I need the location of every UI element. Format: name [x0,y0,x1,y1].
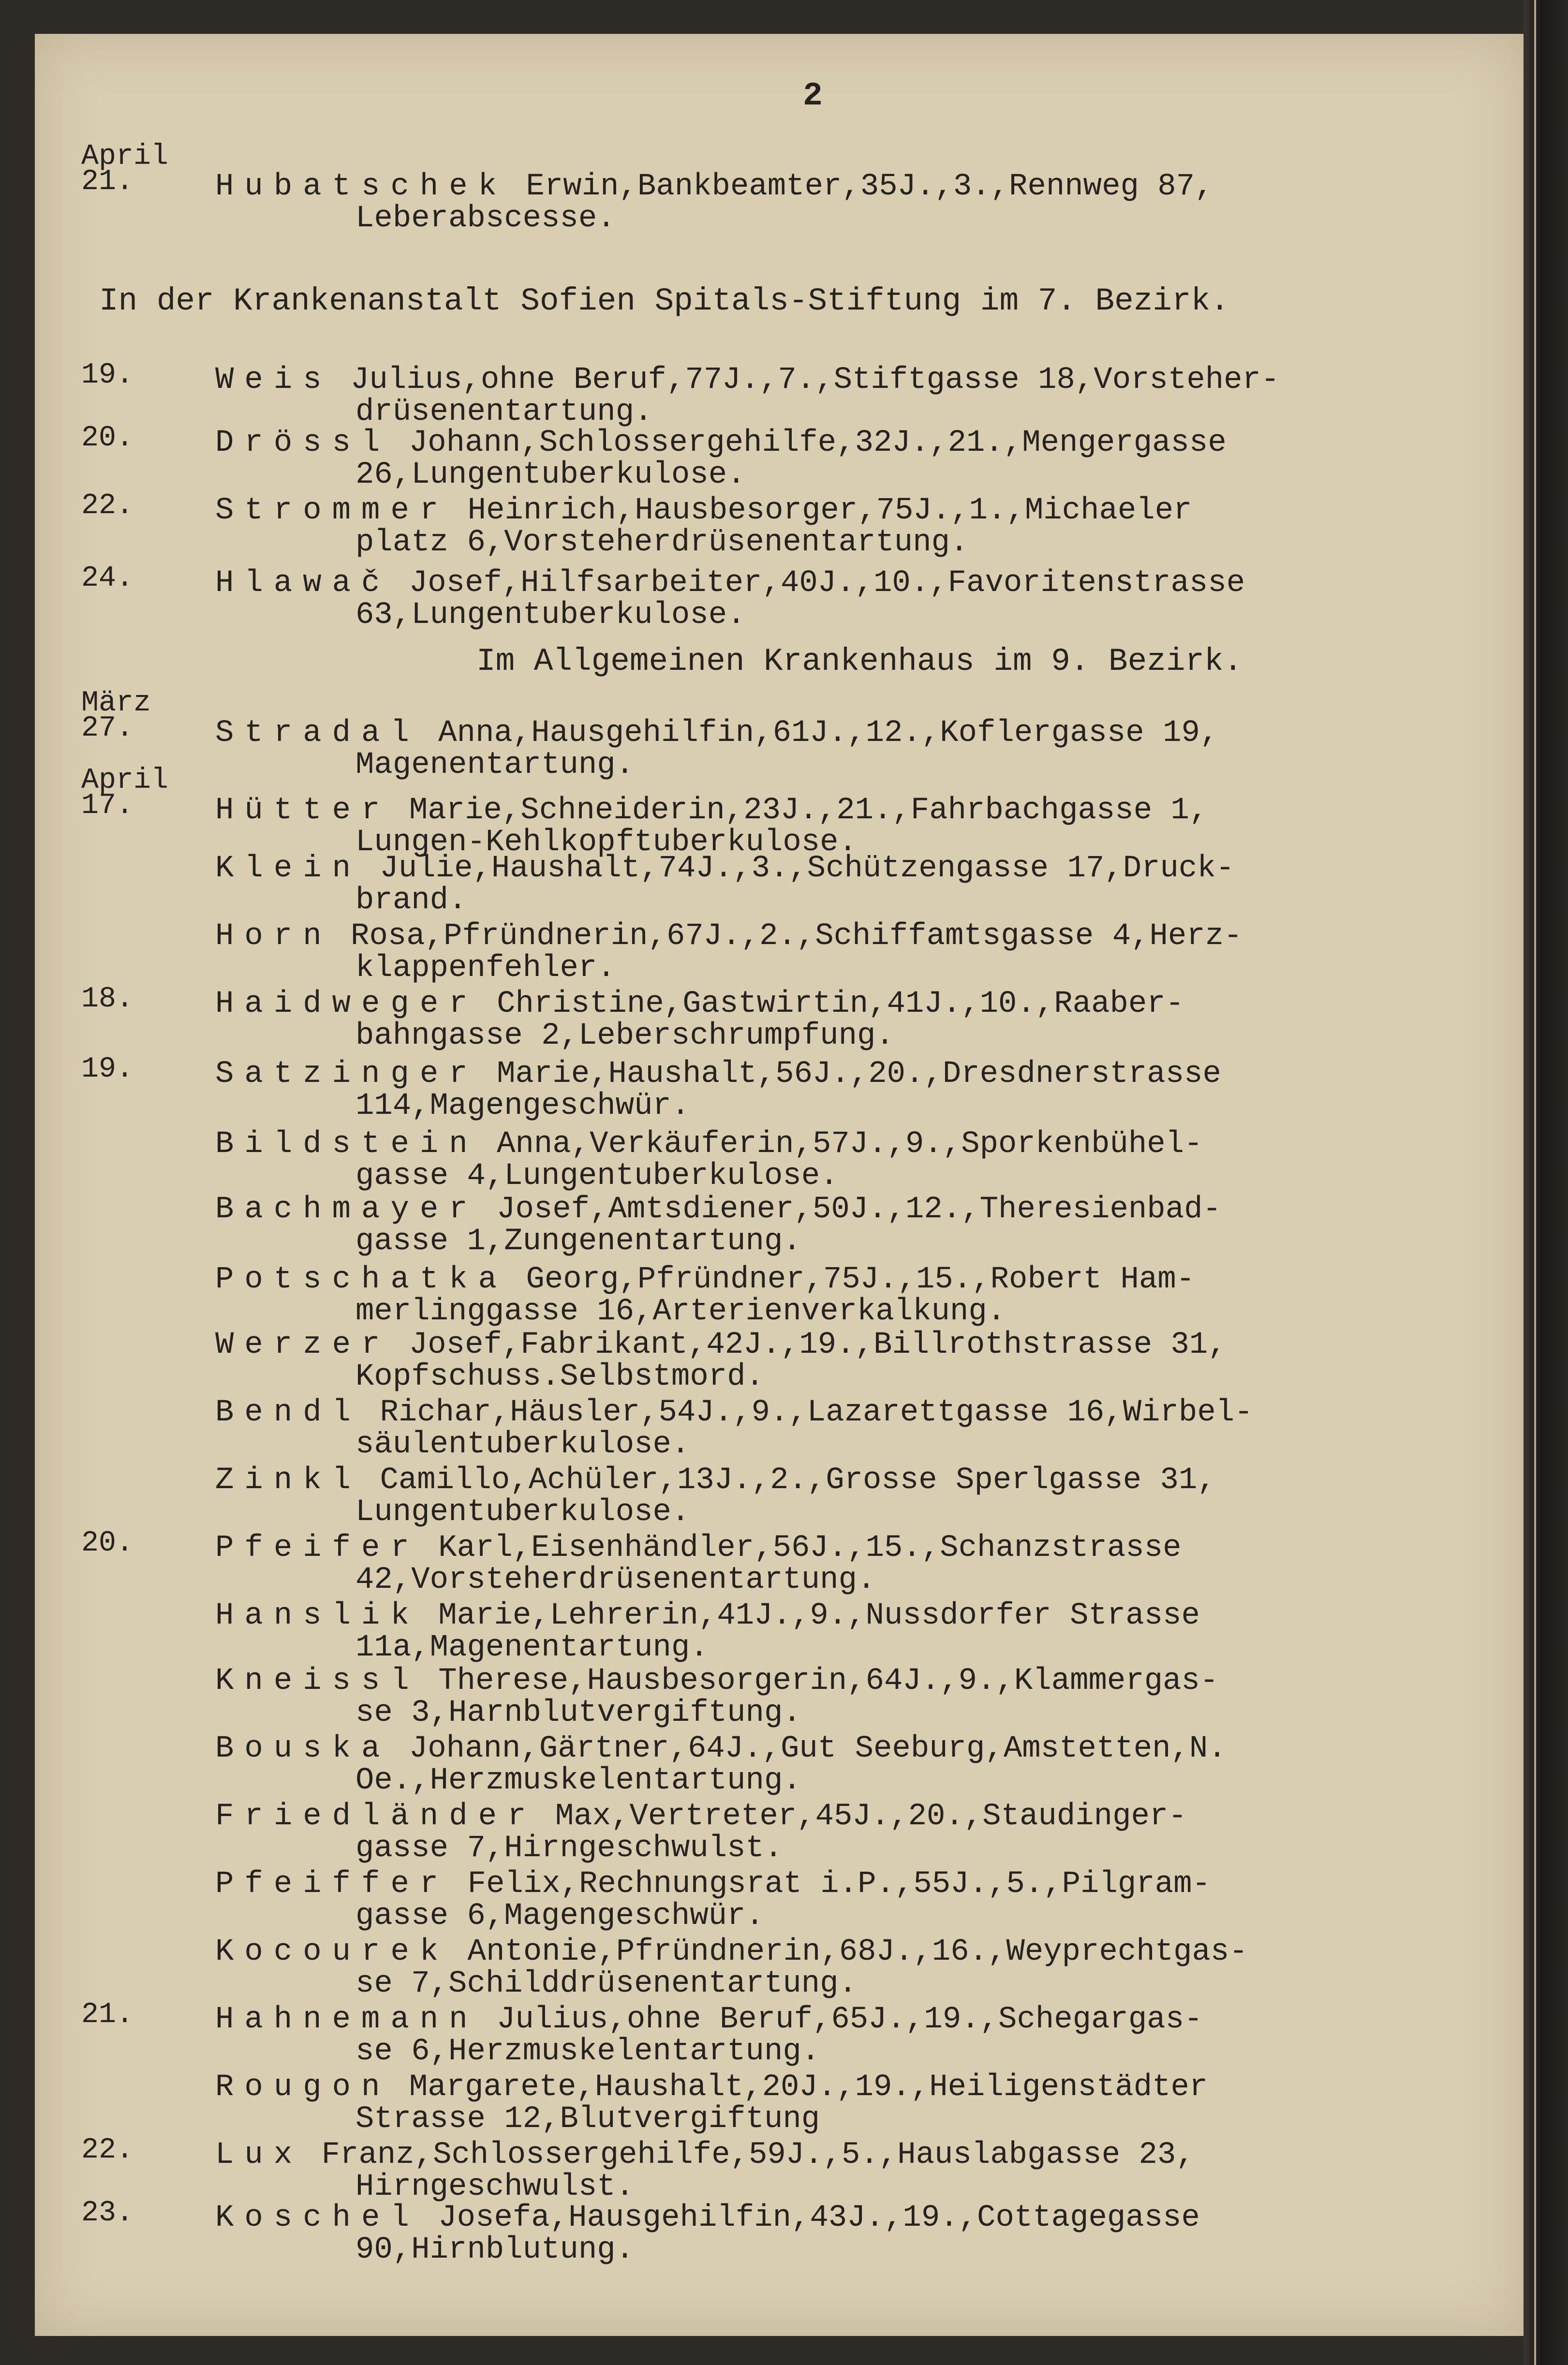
entry-line [215,2138,1195,2173]
entry-details: Georg,Pfründner,75J.,15.,Robert Ham- [507,1262,1195,1297]
entry-surname: Hubatschek [215,169,508,204]
section-heading: Im Allgemeinen Krankenhaus im 9. Bezirk. [476,643,1243,680]
entry-date: 18. [81,983,134,1016]
entry-date: 19. [81,1053,134,1086]
entry-details: Marie,Lehrerin,41J.,9.,Nussdorfer Strasse [419,1598,1200,1633]
page-number: 2 [803,77,823,115]
entry-line [215,1531,1182,1566]
entry-line [215,1598,1200,1633]
entry-continuation: brand. [355,883,467,918]
entry-details: Julie,Haushalt,74J.,3.,Schützengasse 17,Druck- [361,851,1235,886]
entry-details: Julius,ohne Beruf,65J.,19.,Schegargas- [478,2002,1203,2037]
entry-details: Franz,Schlossergehilfe,59J.,5.,Hauslabgasse 23, [303,2138,1195,2173]
entry-line [215,1328,1227,1362]
entry-line [215,566,1245,601]
entry-surname: Hanslik [215,1598,420,1633]
entry-line [215,1867,1211,1902]
entry-line [215,1057,1221,1092]
entry-continuation: gasse 6,Magengeschwür. [355,1899,764,1934]
entry-line [215,793,1208,828]
entry-line [215,851,1234,886]
entry-continuation: Hirngeschwulst. [355,2170,635,2204]
entry-continuation: Magenentartung. [355,748,635,783]
entry-date: 24. [81,562,134,595]
entry-surname: Bildstein [215,1127,478,1162]
entry-surname: Zinkl [215,1463,362,1498]
entry-date: 21. [81,1998,134,2031]
entry-surname: Koschel [215,2201,420,2235]
entry-line [215,1395,1253,1430]
entry-line [215,987,1184,1021]
entry-surname: Horn [215,919,332,954]
entry-continuation: Kopfschuss.Selbstmord. [355,1360,764,1394]
entry-line [215,363,1279,398]
entry-surname: Haidweger [215,987,478,1021]
entry-date: 22. [81,489,134,522]
entry-continuation: säulentuberkulose. [355,1427,690,1462]
entry-line [215,2070,1208,2105]
entry-continuation: gasse 7,Hirngeschwulst. [355,1831,783,1866]
entry-details: Josefa,Hausgehilfin,43J.,19.,Cottagegasse [419,2201,1200,2235]
entry-details: Josef,Fabrikant,42J.,19.,Billrothstrasse 31, [390,1328,1227,1362]
entry-continuation: drüsenentartung. [355,395,653,429]
entry-continuation: Lungen-Kehlkopftuberkulose. [355,825,857,860]
entry-continuation: 63,Lungentuberkulose. [355,598,746,633]
entry-continuation: Strasse 12,Blutvergiftung [355,2102,820,2137]
entry-date: April 21. [81,140,169,198]
page-edge [1534,0,1536,2365]
entry-line [215,1262,1195,1297]
entry-line [215,426,1227,460]
entry-details: Julius,ohne Beruf,77J.,7.,Stiftgasse 18,Vorsteher- [332,363,1280,398]
entry-date: 20. [81,422,134,455]
entry-continuation: 114,Magengeschwür. [355,1089,690,1123]
entry-surname: Stradal [215,716,420,751]
entry-surname: Drössl [215,426,391,460]
entry-date: April 17. [81,764,169,822]
entry-continuation: 11a,Magenentartung. [355,1630,709,1665]
entry-surname: Hahnemann [215,2002,478,2037]
entry-line [215,169,1213,204]
entry-details: Max,Vertreter,45J.,20.,Staudinger- [536,1799,1187,1834]
entry-details: Camillo,Achüler,13J.,2.,Grosse Sperlgasse 31, [361,1463,1216,1498]
entry-details: Josef,Hilfsarbeiter,40J.,10.,Favoritenstrasse [390,566,1245,601]
entry-continuation: Oe.,Herzmuskelentartung. [355,1763,801,1798]
entry-details: Karl,Eisenhändler,56J.,15.,Schanzstrasse [419,1531,1182,1566]
entry-line [215,1664,1218,1699]
entry-line [215,1935,1248,1969]
entry-continuation: bahngasse 2,Leberschrumpfung. [355,1019,894,1053]
entry-continuation: gasse 1,Zungenentartung. [355,1224,801,1259]
book-spine [1524,0,1568,2365]
entry-line [215,1799,1187,1834]
entry-date: 20. [81,1527,134,1560]
entry-details: Anna,Verkäuferin,57J.,9.,Sporkenbühel- [478,1127,1203,1162]
entry-details: Felix,Rechnungsrat i.P.,55J.,5.,Pilgram- [449,1867,1211,1902]
entry-continuation: gasse 4,Lungentuberkulose. [355,1159,839,1194]
entry-details: Anna,Hausgehilfin,61J.,12.,Koflergasse 19, [419,716,1219,751]
entry-surname: Klein [215,851,362,886]
entry-surname: Hlawač [215,566,391,601]
entry-line [215,919,1243,954]
entry-details: Josef,Amtsdiener,50J.,12.,Theresienbad- [478,1192,1221,1227]
entry-surname: Kocourek [215,1935,449,1969]
entry-surname: Strommer [215,493,449,528]
entry-surname: Rougon [215,2070,391,2105]
entry-continuation: Leberabscesse. [355,201,616,236]
entry-continuation: 26,Lungentuberkulose. [355,458,746,492]
entry-surname: Weis [215,363,332,398]
entry-continuation: 42,Vorsteherdrüsenentartung. [355,1563,876,1597]
entry-line [215,1127,1203,1162]
entry-surname: Pfeifer [215,1531,420,1566]
entry-continuation: 90,Hirnblutung. [355,2232,635,2267]
entry-continuation: se 7,Schilddrüsenentartung. [355,1966,857,2001]
entry-line [215,1463,1216,1498]
entry-details: Antonie,Pfründnerin,68J.,16.,Weyprechtgas- [449,1935,1248,1969]
entry-line [215,493,1192,528]
entry-surname: Satzinger [215,1057,478,1092]
entry-line [215,1731,1227,1766]
entry-details: Marie,Haushalt,56J.,20.,Dresdnerstrasse [478,1057,1221,1092]
entry-date: 19. [81,359,134,392]
entry-continuation: se 3,Harnblutvergiftung. [355,1696,801,1730]
entry-surname: Potschatka [215,1262,508,1297]
entry-details: Johann,Gärtner,64J.,Gut Seeburg,Amstetten,N. [390,1731,1227,1766]
entry-surname: Werzer [215,1328,391,1362]
entry-date: 22. [81,2134,134,2167]
section-heading: In der Krankenanstalt Sofien Spitals-Stiftung im 7. Bezirk. [99,283,1229,319]
entry-continuation: merlinggasse 16,Arterienverkalkung. [355,1294,1006,1329]
entry-details: Richar,Häusler,54J.,9.,Lazarettgasse 16,Wirbel- [361,1395,1253,1430]
entry-surname: Hütter [215,793,391,828]
entry-line [215,716,1218,751]
entry-surname: Lux [215,2138,303,2173]
entry-line [215,1192,1221,1227]
entry-surname: Bendl [215,1395,362,1430]
entry-continuation: klappenfehler. [355,951,616,986]
entry-details: Therese,Hausbesorgerin,64J.,9.,Klammergas- [419,1664,1219,1699]
entry-details: Erwin,Bankbeamter,35J.,3.,Rennweg 87, [507,169,1213,204]
entry-line [215,2002,1203,2037]
entry-surname: Friedländer [215,1799,537,1834]
entry-details: Rosa,Pfründnerin,67J.,2.,Schiffamtsgasse 4,Herz- [332,919,1243,954]
entry-surname: Pfeiffer [215,1867,449,1902]
entry-date: 23. [81,2197,134,2230]
entry-details: Johann,Schlossergehilfe,32J.,21.,Mengergasse [390,426,1227,460]
entry-line [215,2201,1200,2235]
entry-date: März 27. [81,687,151,745]
entry-continuation: platz 6,Vorsteherdrüsenentartung. [355,525,969,560]
entry-surname: Kneissl [215,1664,420,1699]
entry-surname: Bouska [215,1731,391,1766]
entry-details: Margarete,Haushalt,20J.,19.,Heiligenstädter [390,2070,1208,2105]
entry-surname: Bachmayer [215,1192,478,1227]
entry-continuation: Lungentuberkulose. [355,1495,690,1530]
entry-details: Heinrich,Hausbesorger,75J.,1.,Michaeler [449,493,1192,528]
entry-continuation: se 6,Herzmuskelentartung. [355,2034,820,2069]
entry-details: Marie,Schneiderin,23J.,21.,Fahrbachgasse 1, [390,793,1208,828]
entry-details: Christine,Gastwirtin,41J.,10.,Raaber- [478,987,1184,1021]
